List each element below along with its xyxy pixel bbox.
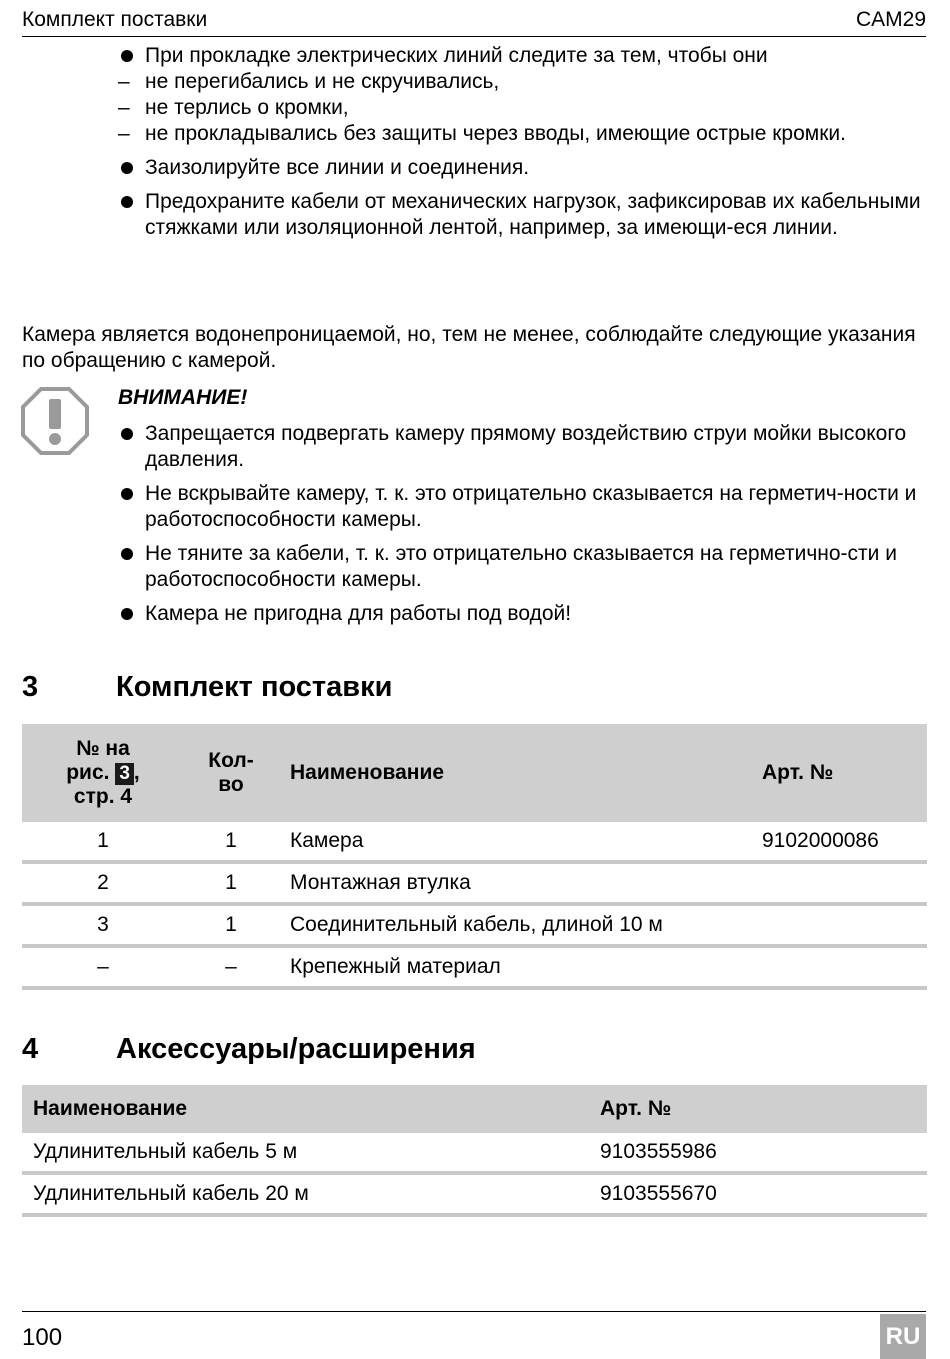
table-cell: 3 — [22, 904, 184, 946]
table-cell: Камера — [278, 822, 762, 862]
sub-item — [118, 69, 928, 95]
list-item-text: Не вскрывайте камеру, т. к. это отрицательно сказывается на герметич-ности и работоспособности камеры. — [145, 482, 917, 531]
sub-item-text: не терлись о кромки, — [145, 96, 349, 119]
table-row — [22, 946, 927, 988]
bullet-icon — [121, 488, 133, 500]
dash-marker: – — [118, 96, 130, 119]
list-item-text: Не тяните за кабели, т. к. это отрицательно сказывается на герметично-сти и работоспособности камеры. — [145, 542, 897, 591]
table-cell: 1 — [184, 822, 278, 862]
list-item-text: Камера не пригодна для работы под водой! — [145, 602, 572, 625]
list-item-text: Запрещается подвергать камеру прямому воздействию струи мойки высокого давления. — [145, 422, 907, 471]
table-row — [22, 1133, 927, 1173]
table-cell: 9103555986 — [599, 1133, 927, 1173]
section-title: Аксессуары/расширения — [116, 1033, 476, 1065]
bullet-icon — [121, 50, 133, 62]
table-cell — [762, 862, 927, 904]
table-cell: – — [22, 946, 184, 988]
page-footer — [22, 1311, 926, 1359]
warning-title: ВНИМАНИЕ! — [118, 386, 248, 409]
table-cell: Монтажная втулка — [278, 862, 762, 904]
table-row — [22, 822, 927, 862]
section-title: Комплект поставки — [116, 671, 393, 703]
delivery-table — [22, 724, 927, 990]
bullet-icon — [121, 162, 133, 174]
header-text: рис. — [66, 761, 110, 784]
list-item-text: При прокладке электрических линий следите за тем, чтобы они — [145, 44, 768, 67]
table-header-row — [22, 724, 927, 822]
exclamation-octagon-icon — [20, 386, 90, 456]
column-header-name: Наименование — [278, 724, 762, 822]
bullet-icon — [121, 548, 133, 560]
header-model: CAM29 — [855, 8, 926, 31]
table-cell: 1 — [184, 862, 278, 904]
table-cell: 9103555670 — [599, 1173, 927, 1215]
page-number: 100 — [22, 1324, 63, 1351]
bullet-icon — [121, 608, 133, 620]
table-cell: 1 — [22, 822, 184, 862]
bullet-icon — [121, 428, 133, 440]
list-item — [118, 43, 928, 147]
table-cell: Удлинительный кабель 20 м — [22, 1173, 599, 1215]
list-item — [118, 421, 926, 473]
table-cell: Крепежный материал — [278, 946, 762, 988]
dash-marker: – — [118, 122, 130, 145]
header-section-title: Комплект поставки — [22, 8, 208, 31]
column-header-quantity — [184, 724, 278, 822]
list-item — [118, 601, 926, 627]
table-cell: Удлинительный кабель 5 м — [22, 1133, 599, 1173]
table-row — [22, 1173, 927, 1215]
section-number: 3 — [22, 671, 39, 703]
bullet-icon — [121, 196, 133, 208]
header-text: стр. 4 — [73, 785, 133, 808]
list-item-text: Предохраните кабели от механических нагрузок, зафиксировав их кабельными стяжками или изоляционной лентой, например, за имеющи-еся линии. — [145, 190, 921, 239]
table-header-row — [22, 1085, 927, 1133]
list-item — [118, 481, 926, 533]
list-item — [118, 189, 925, 241]
table-cell: – — [184, 946, 278, 988]
sub-item-text: не перегибались и не скручивались, — [145, 70, 500, 93]
column-header-name: Наименование — [22, 1085, 599, 1133]
language-badge: RU — [880, 1314, 926, 1359]
header-text: во — [218, 773, 244, 796]
dash-marker: – — [118, 70, 130, 93]
table-cell: 9102000086 — [762, 822, 927, 862]
sub-item — [118, 121, 885, 147]
table-cell — [762, 904, 927, 946]
table-cell: Соединительный кабель, длиной 10 м — [278, 904, 762, 946]
column-header-figure-number — [22, 724, 184, 822]
header-text: , — [133, 761, 140, 784]
accessories-table — [22, 1085, 927, 1217]
table-row — [22, 862, 927, 904]
table-cell: 2 — [22, 862, 184, 904]
section-number: 4 — [22, 1033, 39, 1065]
table-cell: 1 — [184, 904, 278, 946]
camera-note-paragraph: Камера является водонепроницаемой, но, тем не менее, соблюдайте следующие указания по обращению с камерой. — [22, 323, 916, 372]
column-header-article: Арт. № — [599, 1085, 927, 1133]
sub-item — [118, 95, 928, 121]
column-header-article: Арт. № — [762, 724, 927, 822]
header-text: Кол- — [208, 749, 254, 772]
table-row — [22, 904, 927, 946]
list-item — [118, 155, 928, 181]
page-header — [22, 6, 926, 37]
table-cell — [762, 946, 927, 988]
warning-list — [118, 421, 926, 635]
list-item-text: Заизолируйте все линии и соединения. — [145, 156, 530, 179]
cable-rules-list — [118, 43, 928, 249]
list-item — [118, 541, 926, 593]
figure-badge: 3 — [115, 763, 134, 785]
header-text: № на — [76, 737, 130, 760]
sub-item-text: не прокладывались без защиты через вводы, имеющие острые кромки. — [145, 122, 846, 145]
